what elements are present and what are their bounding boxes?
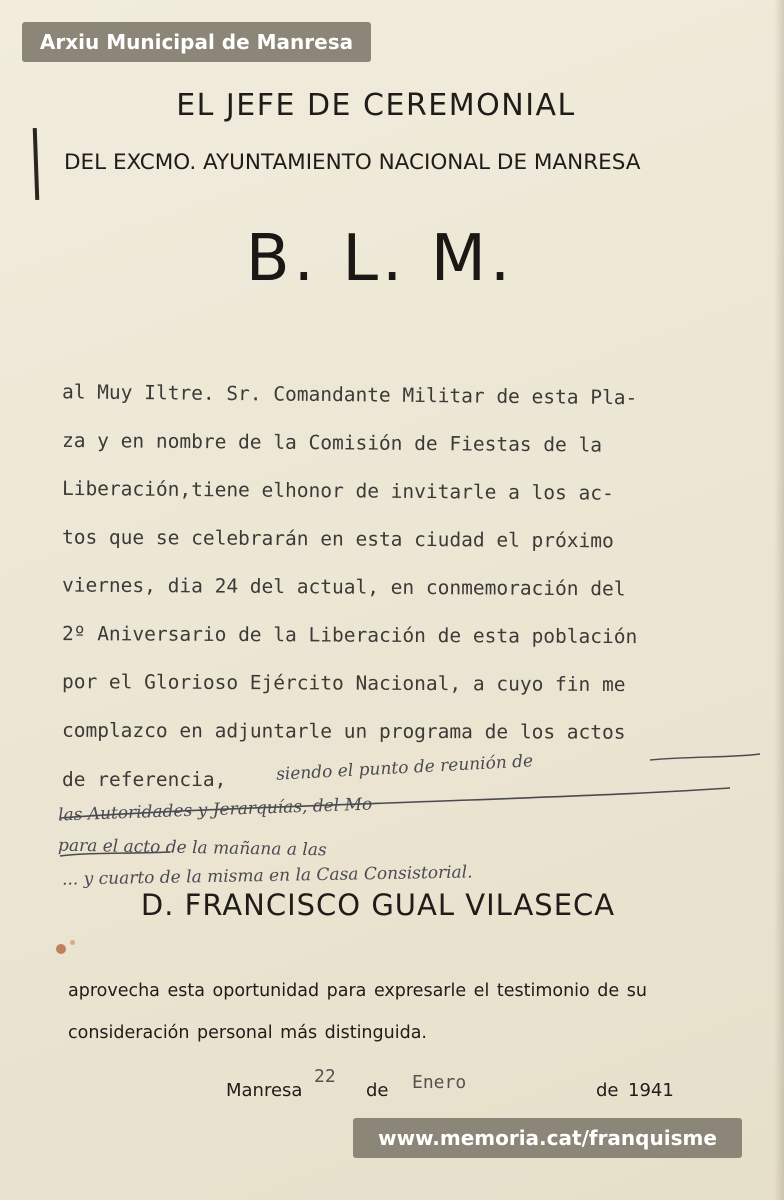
strike-line xyxy=(60,852,170,856)
archive-badge: Arxiu Municipal de Manresa xyxy=(22,22,371,62)
ink-stain xyxy=(56,944,66,954)
date-line xyxy=(0,1066,784,1108)
date-de: de xyxy=(366,1080,389,1101)
typed-line: complazco en adjuntarle un programa de los actos xyxy=(61,718,626,744)
date-de: de xyxy=(596,1080,619,1101)
typed-line: za y en nombre de la Comisión de Fiestas de la xyxy=(61,428,603,457)
typed-body xyxy=(62,372,782,804)
ink-stain xyxy=(70,940,75,945)
closing-text xyxy=(68,970,728,1054)
typed-line: al Muy Iltre. Sr. Comandante Militar de esta Pla- xyxy=(61,380,638,410)
typed-line: Liberación,tiene elhonor de invitarle a los ac- xyxy=(61,476,614,505)
typed-line: tos que se celebrarán en esta ciudad el próximo xyxy=(61,525,614,553)
strikethrough-marks xyxy=(50,748,780,908)
blm-initials: B. L. M. xyxy=(245,222,515,296)
strike-line xyxy=(60,788,730,818)
closing-line: consideración personal más distinguida. xyxy=(68,1023,427,1043)
typed-line: 2º Aniversario de la Liberación de esta población xyxy=(61,622,638,649)
typed-line: viernes, dia 24 del actual, en conmemoración del xyxy=(61,573,626,601)
handwritten-line: las Autoridades y Jerarquías, del Mo xyxy=(57,794,373,826)
date-day: 22 xyxy=(314,1066,336,1087)
typed-line: de referencia, xyxy=(62,768,227,791)
recipient-name: D. FRANCISCO GUAL VILASECA xyxy=(140,888,616,922)
website-watermark: www.memoria.cat/franquisme xyxy=(353,1118,742,1158)
date-month: Enero xyxy=(412,1072,467,1093)
date-city: Manresa xyxy=(226,1080,303,1101)
header-title: EL JEFE DE CEREMONIAL xyxy=(176,88,576,123)
handwritten-line: ... y cuarto de la misma en la Casa Consistorial. xyxy=(61,862,473,890)
strike-line xyxy=(650,754,760,760)
typed-line: por el Glorioso Ejército Nacional, a cuyo fin me xyxy=(61,670,626,697)
date-year: 1941 xyxy=(628,1080,674,1101)
closing-line: aprovecha esta oportunidad para expresarle el testimonio de su xyxy=(68,981,647,1001)
handwritten-line: siendo el punto de reunión de xyxy=(275,751,534,785)
handwritten-line: para el acto de la mañana a las xyxy=(57,835,327,861)
header-subtitle: DEL EXCMO. AYUNTAMIENTO NACIONAL DE MANRESA xyxy=(64,150,641,175)
